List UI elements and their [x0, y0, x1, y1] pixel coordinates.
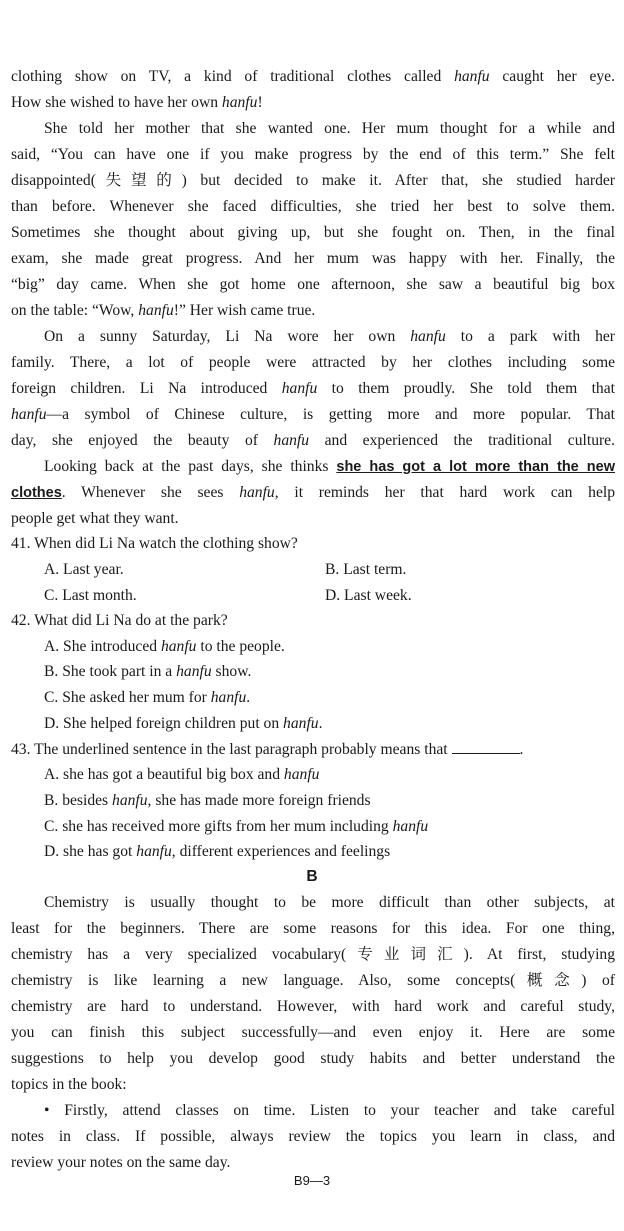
passage-line: “big” day came. When she got home one afternoon, she saw a beautiful big box [11, 276, 615, 293]
passage-line: than before. Whenever she faced difficulties, she tried her best to solve them. [11, 198, 615, 215]
passage-line: day, she enjoyed the beauty of hanfu and experienced the traditional culture. [11, 432, 615, 449]
passage-line: Chemistry is usually thought to be more difficult than other subjects, at [44, 894, 615, 911]
passage-line: least for the beginners. There are some reasons for this idea. For one thing, [11, 920, 615, 937]
answer-blank[interactable] [452, 738, 520, 754]
q43-option-c[interactable]: C. she has received more gifts from her mum including hanfu [44, 818, 429, 835]
passage-line: chemistry is like learning a new language. Also, some concepts(概念) of [11, 972, 615, 989]
passage-line: disappointed(失望的) but decided to make it. After that, she studied harder [11, 172, 615, 189]
passage-line: family. There, a lot of people were attracted by her clothes including some [11, 354, 615, 371]
q41-option-d[interactable]: D. Last week. [325, 587, 412, 604]
passage-line: on the table: “Wow, hanfu!” Her wish came true. [11, 302, 316, 319]
passage-line: On a sunny Saturday, Li Na wore her own hanfu to a park with her [44, 328, 615, 345]
question-41-stem: 41. When did Li Na watch the clothing show? [11, 535, 298, 552]
q42-option-d[interactable]: D. She helped foreign children put on hanfu. [44, 715, 323, 732]
passage-line: exam, she made great progress. And her mum was happy with her. Finally, the [11, 250, 615, 267]
q42-option-a[interactable]: A. She introduced hanfu to the people. [44, 638, 285, 655]
passage-line: She told her mother that she wanted one. Her mum thought for a while and [44, 120, 615, 137]
section-heading: B [306, 868, 318, 885]
question-43-stem: 43. The underlined sentence in the last paragraph probably means that . [11, 737, 615, 763]
passage-line: review your notes on the same day. [11, 1154, 231, 1171]
q42-option-b[interactable]: B. She took part in a hanfu show. [44, 663, 252, 680]
passage-line: foreign children. Li Na introduced hanfu to them proudly. She told them that [11, 380, 615, 397]
passage-line: said, “You can have one if you make progress by the end of this term.” She felt [11, 146, 615, 163]
passage-line: clothes. Whenever she sees hanfu, it reminds her that hard work can help [11, 484, 615, 501]
question-41-options-row1 [44, 557, 624, 583]
underlined-sentence: she has got a lot more than the new [336, 459, 615, 475]
passage-line: chemistry are hard to understand. However, with hard work and careful study, [11, 998, 615, 1015]
question-42-stem: 42. What did Li Na do at the park? [11, 612, 228, 629]
passage-line: notes in class. If possible, always review the topics you learn in class, and [11, 1128, 615, 1145]
passage-line: hanfu—a symbol of Chinese culture, is getting more and more popular. That [11, 406, 615, 423]
passage-line: people get what they want. [11, 510, 179, 527]
page-number: B9—3 [293, 1173, 331, 1188]
underlined-sentence-end: clothes [11, 485, 62, 501]
passage-line: you can finish this subject successfully—and even enjoy it. Here are some [11, 1024, 615, 1041]
passage-line: suggestions to help you develop good study habits and better understand the [11, 1050, 615, 1067]
passage-line: How she wished to have her own hanfu! [11, 94, 263, 111]
passage-line: topics in the book: [11, 1076, 127, 1093]
q43-option-b[interactable]: B. besides hanfu, she has made more foreign friends [44, 792, 371, 809]
q43-option-a[interactable]: A. she has got a beautiful big box and hanfu [44, 766, 320, 783]
passage-line: clothing show on TV, a kind of traditional clothes called hanfu caught her eye. [11, 68, 615, 85]
q43-option-d[interactable]: D. she has got hanfu, different experiences and feelings [44, 843, 391, 860]
question-41-options-row2 [44, 583, 624, 609]
q41-option-c[interactable]: C. Last month. [44, 587, 137, 604]
q41-option-a[interactable]: A. Last year. [44, 561, 124, 578]
passage-line: Looking back at the past days, she thinks she has got a lot more than the new [44, 458, 615, 475]
bullet-line: • Firstly, attend classes on time. Listen to your teacher and take careful [44, 1102, 615, 1119]
passage-line: chemistry has a very specialized vocabulary(专业词汇). At first, studying [11, 946, 615, 963]
passage-line: Sometimes she thought about giving up, but she fought on. Then, in the final [11, 224, 615, 241]
q42-option-c[interactable]: C. She asked her mum for hanfu. [44, 689, 251, 706]
q41-option-b[interactable]: B. Last term. [325, 561, 407, 578]
